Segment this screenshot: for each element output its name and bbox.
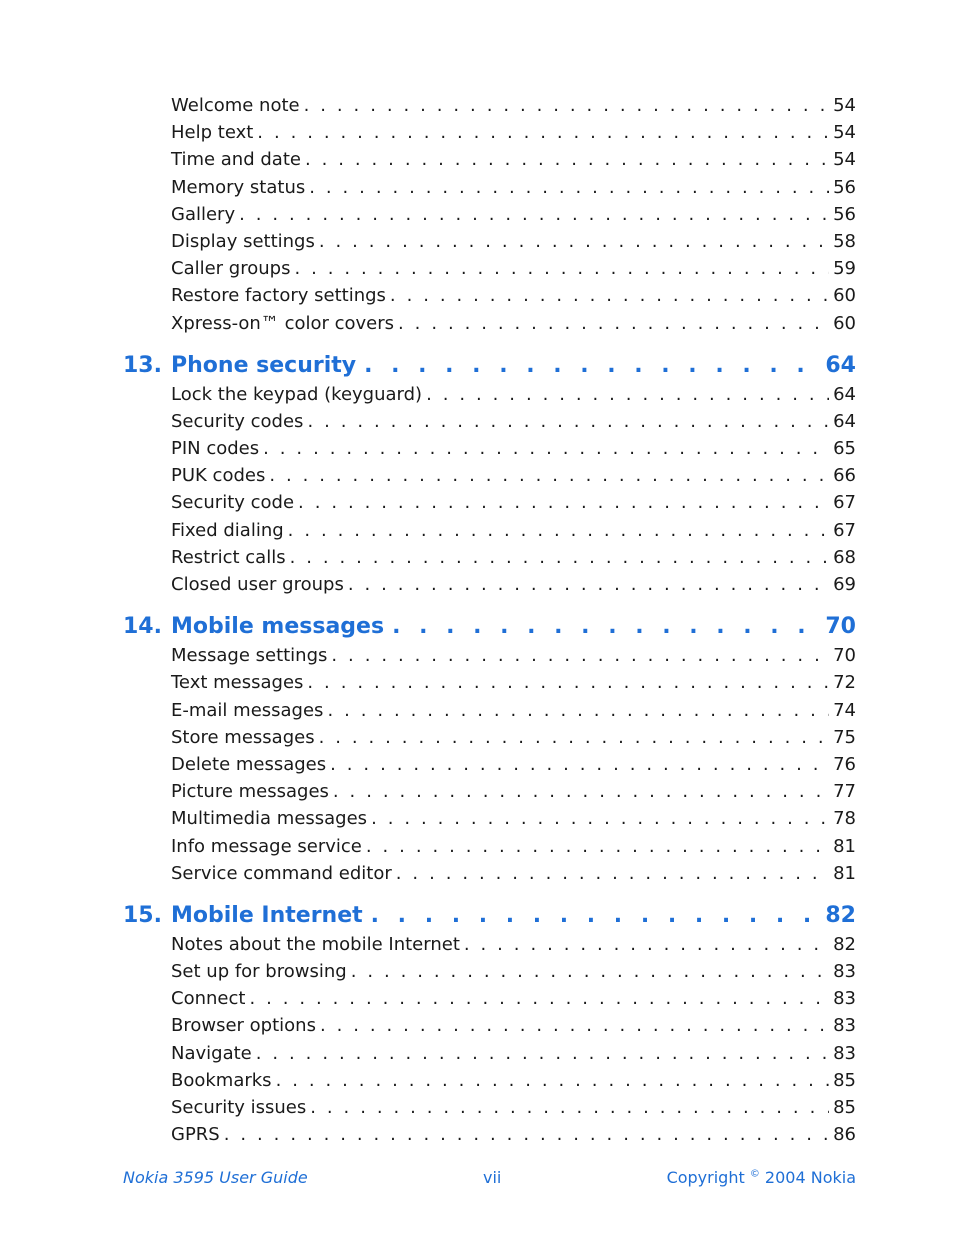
dot-leader — [224, 1121, 829, 1148]
toc-entry-page: 83 — [833, 988, 856, 1010]
dot-leader — [396, 860, 829, 887]
toc-entry[interactable] — [123, 435, 856, 462]
toc-entry-page: 83 — [833, 1015, 856, 1037]
toc-entry-page: 59 — [833, 258, 856, 280]
dot-leader — [366, 833, 829, 860]
toc-entry-page: 64 — [833, 410, 856, 432]
dot-leader — [298, 489, 829, 516]
dot-leader — [257, 119, 829, 146]
toc-entry-page: 85 — [833, 1069, 856, 1091]
table-of-contents — [123, 92, 856, 1148]
toc-entry[interactable] — [123, 92, 856, 119]
toc-entry[interactable] — [123, 958, 856, 985]
toc-entry[interactable] — [123, 571, 856, 598]
dot-leader — [333, 778, 829, 805]
dot-leader — [426, 381, 829, 408]
dot-leader — [305, 146, 829, 173]
toc-entry-label: Bookmarks — [171, 1069, 272, 1091]
toc-entry-label: Memory status — [171, 176, 306, 198]
dot-leader — [304, 92, 829, 119]
footer-page-number: vii — [483, 1168, 502, 1187]
toc-entry-page: 72 — [833, 672, 856, 694]
toc-entry-label: Message settings — [171, 645, 328, 667]
toc-entry[interactable] — [123, 489, 856, 516]
toc-entry-label: Info message service — [171, 835, 362, 857]
dot-leader — [364, 350, 819, 381]
chapter-number: 13. — [123, 352, 162, 378]
toc-entry-page: 76 — [833, 753, 856, 775]
dot-leader — [307, 669, 829, 696]
page-footer — [123, 1168, 856, 1192]
toc-entry-page: 54 — [833, 95, 856, 116]
toc-entry-label: Display settings — [171, 230, 315, 252]
toc-entry-page: 85 — [833, 1097, 856, 1118]
toc-entry[interactable] — [123, 517, 856, 544]
toc-entry[interactable] — [123, 1012, 856, 1039]
toc-entry-page: 82 — [833, 933, 856, 955]
toc-entry-page: 86 — [833, 1124, 856, 1146]
dot-leader — [294, 255, 829, 282]
dot-leader — [398, 310, 829, 337]
toc-entry[interactable] — [123, 805, 856, 832]
toc-entry[interactable] — [123, 201, 856, 228]
toc-entry[interactable] — [123, 1067, 856, 1094]
toc-entry-label: Gallery — [171, 203, 236, 225]
toc-entry[interactable] — [123, 860, 856, 887]
dot-leader — [290, 544, 830, 571]
dot-leader — [330, 751, 829, 778]
dot-leader — [269, 462, 829, 489]
chapter-number: 15. — [123, 902, 162, 928]
toc-entry-page: 74 — [833, 699, 856, 721]
footer-guide-title: Nokia 3595 User Guide — [123, 1168, 308, 1187]
toc-entry-label: Connect — [171, 988, 246, 1010]
toc-entry-page: 65 — [833, 438, 856, 460]
toc-entry-label: Navigate — [171, 1042, 252, 1064]
toc-entry-page: 77 — [833, 781, 856, 803]
toc-entry-page: 69 — [833, 574, 856, 595]
toc-entry[interactable] — [123, 1121, 856, 1148]
toc-entry-page: 83 — [833, 1042, 856, 1064]
toc-entry-page: 54 — [833, 122, 856, 144]
toc-entry-label: Restore factory settings — [171, 285, 386, 307]
toc-entry[interactable] — [123, 778, 856, 805]
toc-entry[interactable] — [123, 642, 856, 669]
toc-entry[interactable] — [123, 119, 856, 146]
toc-entry[interactable] — [123, 310, 856, 337]
toc-entry[interactable] — [123, 1040, 856, 1067]
dot-leader — [319, 228, 829, 255]
toc-entry-label: Fixed dialing — [171, 519, 284, 541]
chapter-page-number: 64 — [825, 352, 856, 378]
dot-leader — [348, 571, 829, 598]
toc-entry[interactable] — [123, 408, 856, 435]
toc-entry-page: 67 — [833, 492, 856, 514]
toc-entry-label: Browser options — [171, 1015, 316, 1037]
dot-leader — [327, 697, 829, 724]
chapter-page-number: 82 — [825, 902, 856, 928]
toc-entry[interactable] — [123, 228, 856, 255]
toc-entry-label: PIN codes — [171, 438, 260, 460]
toc-entry[interactable] — [123, 462, 856, 489]
toc-entry-label: Closed user groups — [171, 574, 344, 595]
toc-entry-page: 58 — [833, 230, 856, 252]
dot-leader — [331, 642, 829, 669]
toc-entry-label: Help text — [171, 122, 254, 144]
toc-entry[interactable] — [123, 544, 856, 571]
toc-entry-page: 67 — [833, 519, 856, 541]
toc-entry[interactable] — [123, 174, 856, 201]
dot-leader — [371, 805, 829, 832]
dot-leader — [310, 1094, 829, 1121]
dot-leader — [464, 931, 829, 958]
footer-copyright: Copyright © 2004 Nokia — [666, 1168, 856, 1187]
toc-entry-page: 54 — [833, 149, 856, 171]
toc-entry-label: Text messages — [171, 672, 304, 694]
toc-entry-label: Notes about the mobile Internet — [171, 933, 460, 955]
dot-leader — [390, 282, 829, 309]
chapter-heading[interactable] — [123, 900, 856, 931]
toc-entry-page: 56 — [833, 176, 856, 198]
toc-entry-label: Welcome note — [171, 95, 300, 116]
toc-entry-label: Multimedia messages — [171, 808, 368, 830]
dot-leader — [307, 408, 829, 435]
toc-entry[interactable] — [123, 931, 856, 958]
toc-entry[interactable] — [123, 985, 856, 1012]
toc-entry-label: PUK codes — [171, 465, 266, 487]
toc-entry-page: 66 — [833, 465, 856, 487]
toc-entry-label: Store messages — [171, 726, 315, 748]
dot-leader — [276, 1067, 830, 1094]
toc-entry-label: Time and date — [171, 149, 301, 171]
dot-leader — [309, 174, 829, 201]
toc-entry-page: 83 — [833, 961, 856, 983]
toc-entry-page: 68 — [833, 546, 856, 568]
dot-leader — [319, 724, 830, 751]
toc-entry[interactable] — [123, 146, 856, 173]
chapter-title: Phone security — [171, 352, 357, 378]
chapter-title: Mobile Internet — [171, 902, 363, 928]
dot-leader — [249, 985, 829, 1012]
dot-leader — [320, 1012, 829, 1039]
chapter-number: 14. — [123, 614, 162, 640]
chapter-title: Mobile messages — [171, 614, 385, 640]
toc-entry[interactable] — [123, 669, 856, 696]
toc-entry[interactable] — [123, 1094, 856, 1121]
toc-entry-label: GPRS — [171, 1124, 220, 1146]
toc-entry-label: Picture messages — [171, 781, 329, 803]
chapter-heading[interactable] — [123, 350, 856, 381]
chapter-heading[interactable] — [123, 611, 856, 642]
toc-entry[interactable] — [123, 751, 856, 778]
toc-entry-label: Delete messages — [171, 753, 327, 775]
toc-entry-page: 60 — [833, 285, 856, 307]
toc-entry[interactable] — [123, 833, 856, 860]
dot-leader — [256, 1040, 829, 1067]
dot-leader — [392, 611, 819, 642]
toc-entry-page: 56 — [833, 203, 856, 225]
toc-entry-page: 78 — [833, 808, 856, 830]
dot-leader — [371, 900, 820, 931]
dot-leader — [239, 201, 829, 228]
toc-entry[interactable] — [123, 697, 856, 724]
toc-entry[interactable] — [123, 255, 856, 282]
toc-entry-page: 81 — [833, 862, 856, 884]
toc-entry-label: Restrict calls — [171, 546, 286, 568]
toc-entry-label: Service command editor — [171, 862, 392, 884]
toc-entry[interactable] — [123, 282, 856, 309]
toc-entry-label: Security codes — [171, 410, 304, 432]
toc-entry-page: 60 — [833, 312, 856, 334]
toc-entry-label: E-mail messages — [171, 699, 324, 721]
toc-entry-label: Security issues — [171, 1097, 307, 1118]
toc-entry-label: Caller groups — [171, 258, 291, 280]
toc-entry[interactable] — [123, 381, 856, 408]
dot-leader — [288, 517, 829, 544]
toc-entry-label: Security code — [171, 492, 295, 514]
toc-entry[interactable] — [123, 724, 856, 751]
toc-entry-page: 81 — [833, 835, 856, 857]
toc-entry-label: Lock the keypad (keyguard) — [171, 383, 423, 405]
toc-entry-page: 64 — [833, 383, 856, 405]
toc-entry-label: Xpress-on™ color covers — [171, 312, 395, 334]
toc-entry-page: 75 — [833, 726, 856, 748]
chapter-page-number: 70 — [825, 614, 856, 640]
dot-leader — [263, 435, 829, 462]
dot-leader — [351, 958, 829, 985]
toc-entry-page: 70 — [833, 645, 856, 667]
toc-entry-label: Set up for browsing — [171, 961, 347, 983]
